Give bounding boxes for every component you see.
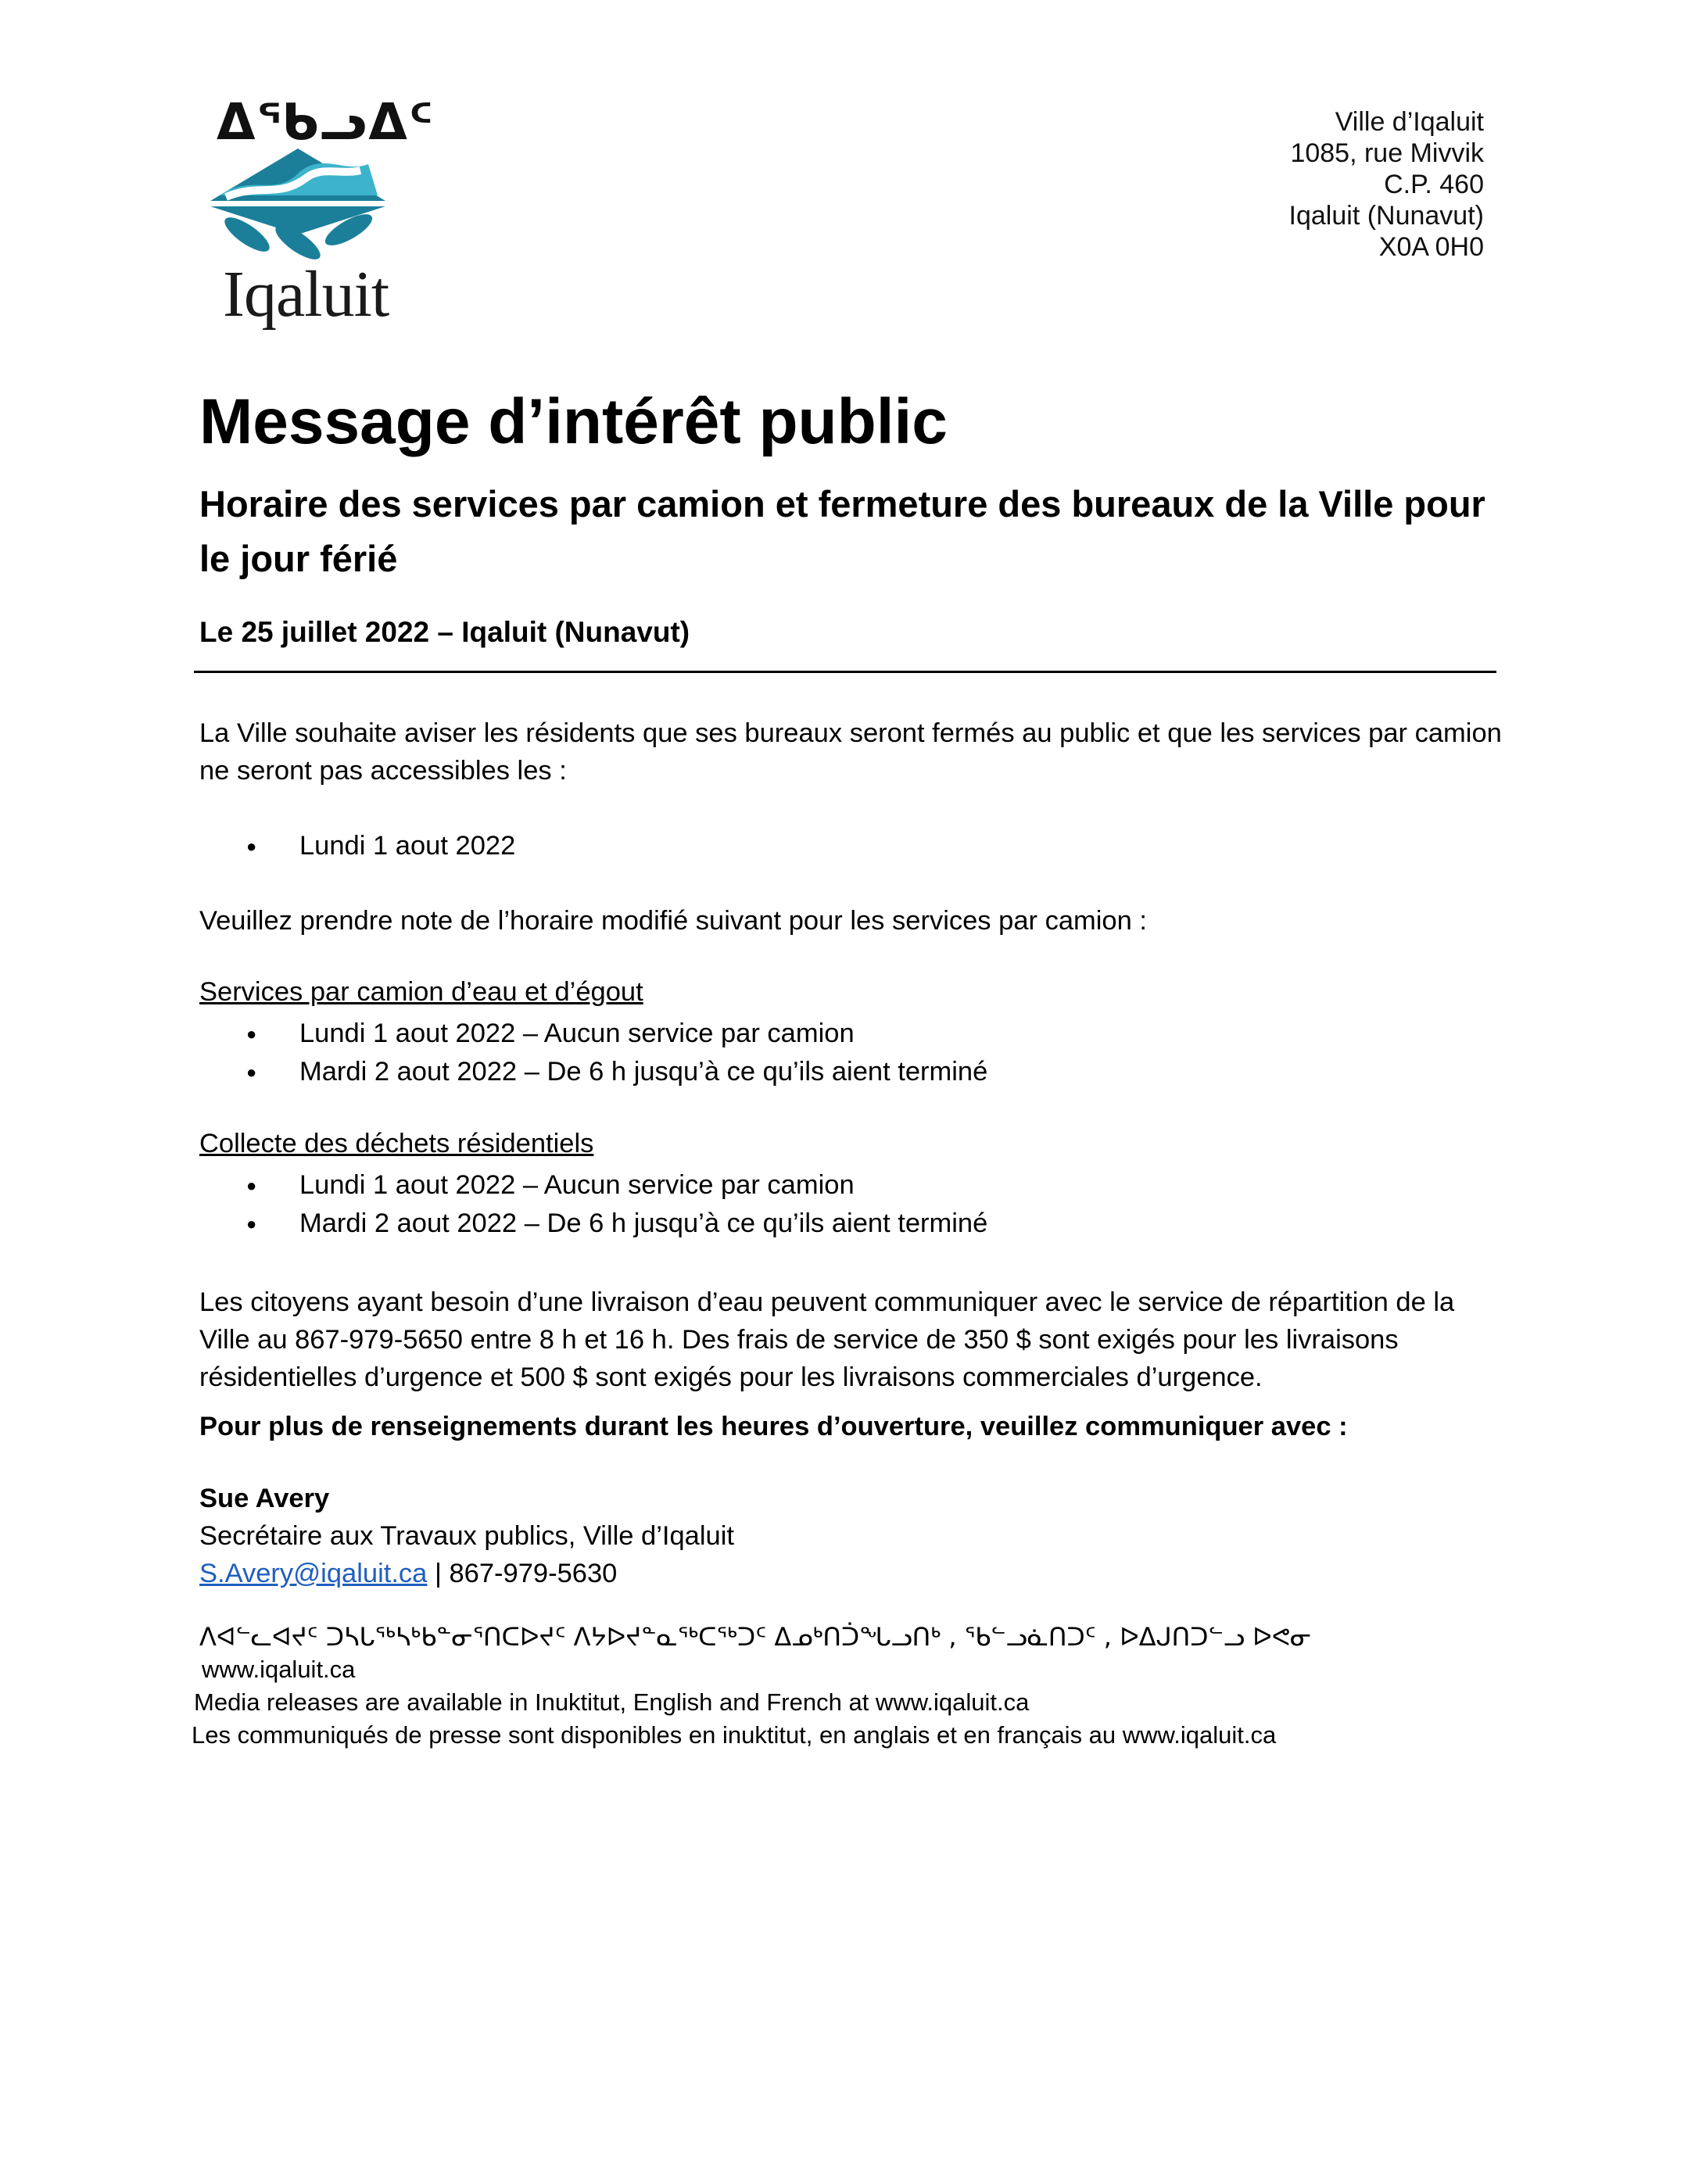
address-line: 1085, rue Mivvik (1290, 138, 1484, 168)
waste-section-heading: Collecte des déchets résidentiels (199, 1129, 594, 1158)
list-item: ● Lundi 1 aout 2022 – Aucun service par camion (199, 1166, 987, 1205)
contact-phone: 867-979-5630 (449, 1559, 618, 1588)
footer-french: Les communiqués de presse sont disponibles en inuktitut, en anglais et en français au www.iqaluit.ca (192, 1721, 1277, 1749)
footer-url: www.iqaluit.ca (202, 1656, 356, 1683)
contact-details (199, 1559, 617, 1589)
contact-email-link[interactable]: S.Avery@iqaluit.ca (199, 1559, 428, 1588)
intro-paragraph: La Ville souhaite aviser les résidents que ses bureaux seront fermés au public et que les services par camion ne seront pas accessibles les : (199, 718, 1502, 786)
list-item: ● Lundi 1 aout 2022 (199, 827, 515, 865)
iqaluit-logo (199, 94, 435, 344)
footer-syllabics: ᐱᐊᓪᓚᐊᔪᑦ ᑐᓴᒐᖅᓴᒃᑲᓐᓂᕐᑎᑕᐅᔪᑦ ᐱᔭᐅᔪᓐᓇᖅᑕᖅᑐᑦ ᐃᓄᒃᑎᑑᖓᓗᑎᒃ , ᖃᓪᓗᓈᑎᑐᑦ , ᐅᐃᒍᑎᑐᓪᓗ ᐅᕙᓂ (199, 1622, 1312, 1652)
address-line: C.P. 460 (1384, 170, 1484, 199)
schedule-note: Veuillez prendre note de l’horaire modifié suivant pour les services par camion : (199, 906, 1147, 936)
dateline: Le 25 juillet 2022 – Iqaluit (Nunavut) (199, 616, 690, 648)
list-item: ● Mardi 2 aout 2022 – De 6 h jusqu’à ce qu’ils aient terminé (199, 1205, 987, 1243)
list-item: ● Lundi 1 aout 2022 – Aucun service par camion (199, 1015, 987, 1053)
page-title: Message d’intérêt public (199, 386, 948, 457)
divider (194, 671, 1496, 673)
address-line: X0A 0H0 (1378, 232, 1484, 262)
contact-name: Sue Avery (199, 1484, 330, 1513)
contact-separator: | (427, 1559, 450, 1588)
iqaluit-emblem-icon (204, 142, 392, 260)
footer-english: Media releases are available in Inuktitut, English and French at www.iqaluit.ca (194, 1688, 1030, 1716)
contact-role: Secrétaire aux Travaux publics, Ville d’Iqaluit (199, 1521, 734, 1551)
page-subtitle: Horaire des services par camion et fermeture des bureaux de la Ville pour le jour férié (199, 483, 1485, 579)
water-schedule-list (199, 1015, 987, 1091)
closure-dates-list (199, 827, 515, 865)
contact-heading: Pour plus de renseignements durant les heures d’ouverture, veuillez communiquer avec : (199, 1412, 1348, 1441)
letterhead-address (1289, 106, 1484, 263)
address-line: Iqaluit (Nunavut) (1288, 201, 1484, 231)
water-section-heading: Services par camion d’eau et d’égout (199, 977, 643, 1007)
logo-syllabics: ᐃᖃᓗᐃᑦ (217, 94, 435, 152)
waste-schedule-list (199, 1166, 987, 1243)
delivery-paragraph: Les citoyens ayant besoin d’une livraison d’eau peuvent communiquer avec le service de répartition de la Ville au 867-979-5650 entre 8 h et 16 h. Des frais de service de 350 $ sont exigés pour les livraisons résidentielles d’urgence et 500 $ sont exigés pour les livraisons commerciales d’urgence. (199, 1287, 1455, 1392)
list-item: ● Mardi 2 aout 2022 – De 6 h jusqu’à ce qu’ils aient terminé (199, 1053, 987, 1091)
address-line: Ville d’Iqaluit (1335, 107, 1484, 137)
logo-wordmark: Iqaluit (223, 258, 389, 331)
